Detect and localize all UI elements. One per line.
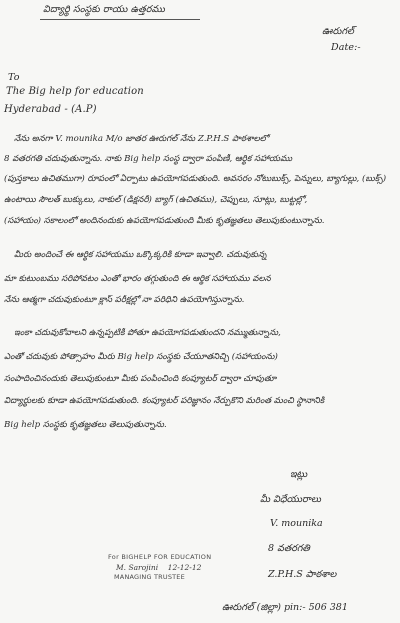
recipient-to: To	[8, 72, 20, 83]
recipient-line-1: The Big help for education	[6, 86, 144, 97]
stamp-org-line: For BIGHELP FOR EDUCATION	[108, 553, 212, 561]
body-line: సంపాదించినందుకు తెలుపుకుంటూ మీకు పంపించింది కంప్యూటర్ ద్వారా చూపుతూ	[4, 374, 277, 384]
stamp-role-line: MANAGING TRUSTEE	[114, 573, 185, 581]
letter-title: విద్యార్థి సంస్థకు రాయు ఉత్తరము	[43, 4, 165, 15]
regards-text: మీ విధేయురాలు	[260, 494, 321, 505]
body-line: ఉంటాయి సౌలత్ బుక్కులు, నాకుల్ (డిక్షనరీ) బ్యాగ్ (ఉచితము), చెప్పులు, సూట్లు, బుట్టల్లో,	[4, 195, 308, 205]
trust-stamp	[108, 553, 248, 581]
body-line: నేను ఆత్మగా చదువుకుంటూ క్లాస్ పరీక్షల్లో నా పరిధిని ఉపయోగిస్తున్నాను.	[4, 295, 245, 305]
body-line: (పుస్తకాలు ఉచితముగా) రూపంలో ఏర్పాటు ఉపయోగపడుతుంది. అవసరం నోటుబుక్స్, పెన్నులు, బ్యాగుల్లు, (బుక్స్)	[4, 174, 387, 184]
body-line: విద్యార్థులకు కూడా ఉపయోగపడుతుంది. కంప్యూటర్ పరిజ్ఞానం నేర్పుకొని మరింత మంచి స్థానానికి	[4, 396, 325, 406]
place-text: ఊరుగల్	[322, 26, 354, 37]
body-line: మా కుటుంబము సరిపోవటం ఎంతో భారం తగ్గుతుంది ఈ ఆర్థిక సహాయము వలన	[4, 274, 271, 284]
body-line: 8 వతరగతి చదువుతున్నాను. నాకు Big help సంస్థ ద్వారా పంపిణీ, ఆర్థిక సహాయము	[4, 154, 293, 164]
sender-school: Z.P.H.S పాఠశాల	[268, 569, 337, 580]
body-line: ఇంకా చదువుకోవాలని ఉన్నప్పటికీ పోతూ ఉపయోగపడుతుందని నమ్ముతున్నాను,	[14, 328, 281, 338]
stamp-signature	[116, 563, 248, 572]
date-label: Date:-	[331, 42, 361, 53]
sender-class: 8 వతరగతి	[268, 543, 310, 554]
closing-text: ఇట్లు	[290, 469, 308, 480]
stamp-signature-name: M. Sarojini	[116, 563, 159, 572]
body-line: ఎంతో చదువుకు పోత్సాహం మీరు Big help సంస్థకు చేయూతనిచ్చి (సహాయంను)	[4, 352, 278, 362]
recipient-line-2: Hyderabad - (A.P)	[4, 104, 97, 115]
sender-name: V. mounika	[270, 518, 323, 529]
body-line: Big help సంస్థకు కృతజ్ఞతలు తెలుపుతున్నాను.	[4, 420, 167, 430]
body-line: (సహాయం) సకాలంలో అందినందుకు ఉపయోగపడుతుంది మీకు కృతజ్ఞతలు తెలుపుకుంటున్నాను.	[4, 216, 325, 226]
sender-address: ఊరుగల్ (జిల్లా) pin:- 506 381	[222, 602, 348, 613]
stamp-date: 12-12-12	[167, 563, 202, 572]
title-underline	[40, 19, 200, 20]
body-line: మీరు అందించే ఈ ఆర్థిక సహాయము ఒక్కొక్కరికి కూడా ఇవ్వాలి. చదువుకున్న	[14, 250, 267, 260]
body-line: నేను అనగా V. mounika M/o జాతర ఊరుగల్ నేను Z.P.H.S పాఠశాలలో	[14, 134, 269, 144]
